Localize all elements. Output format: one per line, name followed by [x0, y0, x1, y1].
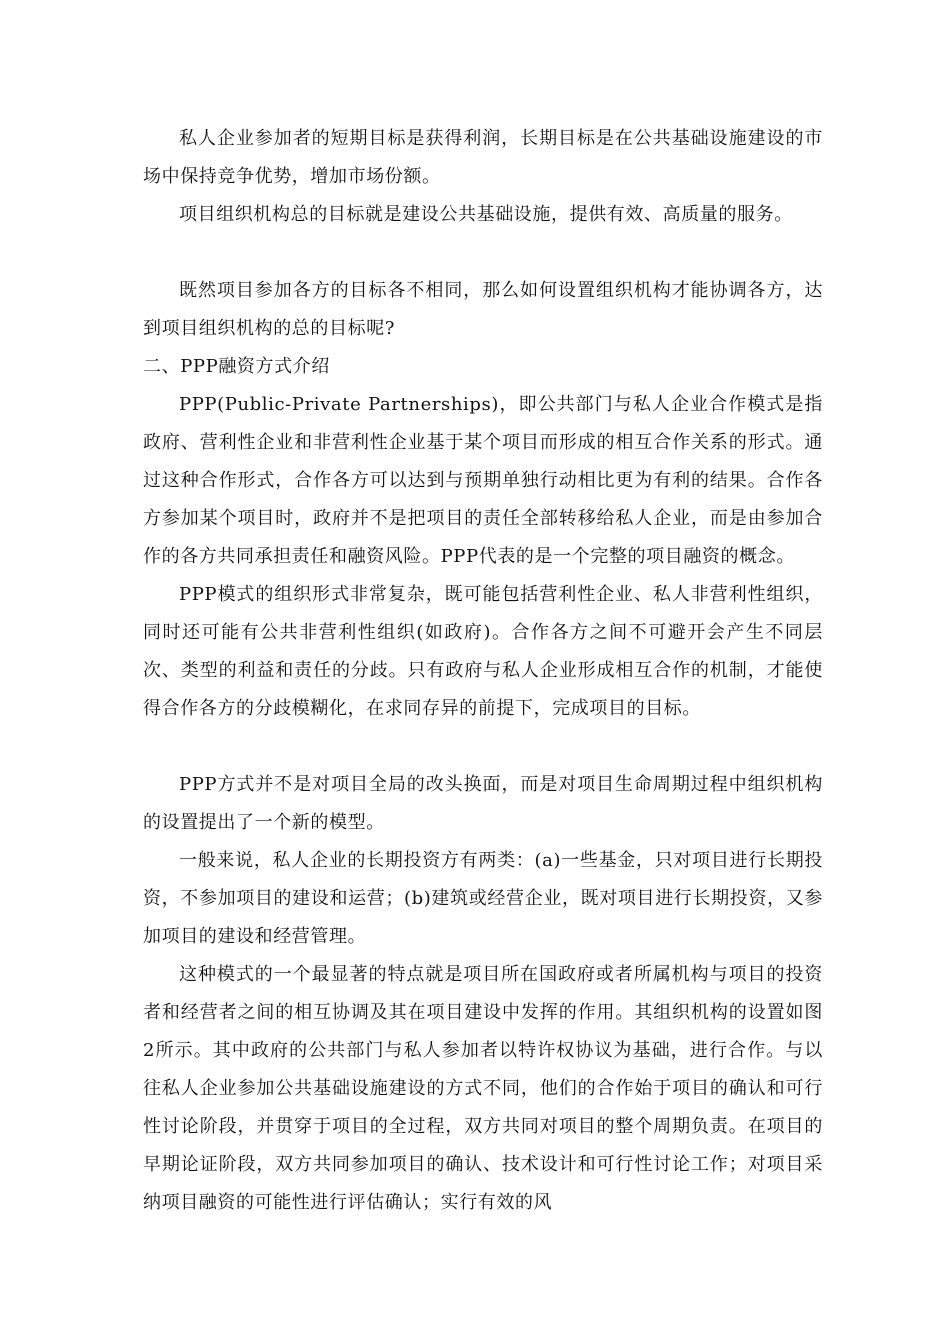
paragraph-investor-types: 一般来说，私人企业的长期投资方有两类：(a)一些基金，只对项目进行长期投资，不参加项目的建设和运营；(b)建筑或经营企业，既对项目进行长期投资，又参加项目的建设和经营管理。	[143, 850, 823, 947]
paragraph-gap	[143, 728, 823, 766]
paragraph-coordination-question: 既然项目参加各方的目标各不相同，那么如何设置组织机构才能协调各方，达到项目组织机构的总的目标呢?	[143, 280, 823, 339]
paragraph-private-goals: 私人企业参加者的短期目标是获得利润，长期目标是在公共基础设施建设的市场中保持竞争优势，增加市场份额。	[143, 128, 823, 187]
paragraph-ppp-organization: PPP模式的组织形式非常复杂，既可能包括营利性企业、私人非营利性组织，同时还可能有公共非营利性组织(如政府)。合作各方之间不可避开会产生不同层次、类型的利益和责任的分歧。只有政府与私人企业形成相互合作的机制，才能使得合作各方的分歧模糊化，在求同存异的前提下，完成项目的目标。	[143, 584, 823, 719]
document-body	[143, 120, 823, 1222]
paragraph-ppp-model: PPP方式并不是对项目全局的改头换面，而是对项目生命周期过程中组织机构的设置提出了一个新的模型。	[143, 774, 823, 833]
section-heading: 二、PPP融资方式介绍	[143, 356, 330, 377]
paragraph-org-goal: 项目组织机构总的目标就是建设公共基础设施，提供有效、高质量的服务。	[179, 204, 793, 225]
paragraph-ppp-definition: PPP(Public-Private Partnerships)，即公共部门与私人企业合作模式是指政府、营利性企业和非营利性企业基于某个项目而形成的相互合作关系的形式。通过这种合作形式，合作各方可以达到与预期单独行动相比更为有利的结果。合作各方参加某个项目时，政府并不是把项目的责任全部转移给私人企业，而是由参加合作的各方共同承担责任和融资风险。PPP代表的是一个完整的项目融资的概念。	[143, 394, 823, 567]
paragraph-gap	[143, 234, 823, 272]
paragraph-model-features: 这种模式的一个最显著的特点就是项目所在国政府或者所属机构与项目的投资者和经营者之间的相互协调及其在项目建设中发挥的作用。其组织机构的设置如图2所示。其中政府的公共部门与私人参加者以特许权协议为基础，进行合作。与以往私人企业参加公共基础设施建设的方式不同，他们的合作始于项目的确认和可行性讨论阶段，并贯穿于项目的全过程，双方共同对项目的整个周期负责。在项目的早期论证阶段，双方共同参加项目的确认、技术设计和可行性讨论工作；对项目采纳项目融资的可能性进行评估确认；实行有效的风	[143, 964, 823, 1213]
